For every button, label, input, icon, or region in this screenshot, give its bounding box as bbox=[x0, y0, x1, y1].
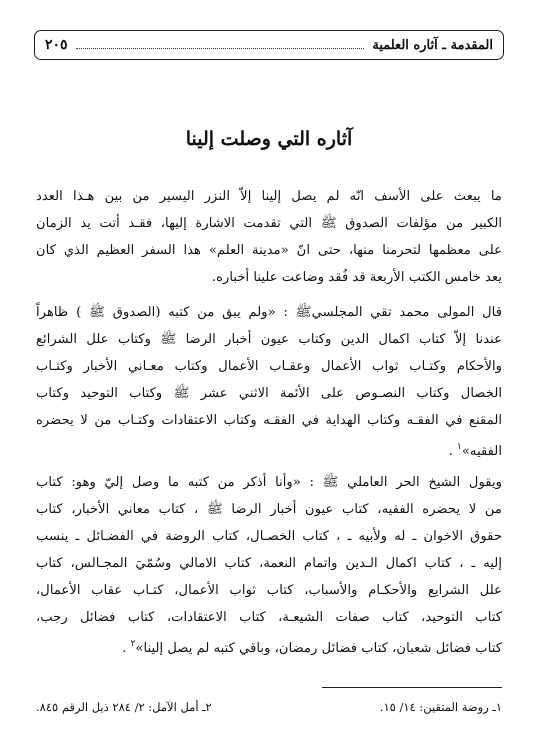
footnote-2: ٢ـ أمل الآمل: ٢/ ٢٨٤ ذيل الرقم ٨٤٥. bbox=[36, 700, 212, 714]
text-line-content: كتاب فضائل شعبان، كتاب فضائل رمضان، وباقي كتبه لم يصل إلينا» bbox=[135, 641, 502, 656]
footnote-divider bbox=[322, 687, 502, 688]
footnote-mark[interactable]: ٢ bbox=[130, 639, 136, 649]
text-line: والأحكام وكتـاب ثواب الأعمال وعقـاب الأعمال وكتاب معـاني الأخبار وكتـاب bbox=[36, 359, 502, 374]
text-line: الخصال وكتاب النصـوص على الأئمة الاثني عشر ﷺ وكتاب التوحيد وكتاب bbox=[36, 386, 502, 401]
text-line-with-footnote: كتاب فضائل شعبان، كتاب فضائل رمضان، وباقي كتبه لم يصل إلينا»$^٢$ . bbox=[122, 639, 502, 656]
text-line: ما يبعث على الأسف انّه لم يصل إلينا إلاّ النزر اليسير من بين هـذا العدد bbox=[36, 189, 502, 204]
text-line: كتاب التوحيد، كتاب صفات الشيعـة، كتاب الاعتقادات، كتاب فضائل رجب، bbox=[36, 610, 502, 625]
text-line: من لا يحضره الفقيه، كتاب عيون أخبار الرضا ﷺ ، كتاب معاني الأخبار، كتاب bbox=[36, 502, 502, 517]
text-line: على معظمها لتحرمنا منها، حتى انّ «مدينة العلم» هذا السفر العظيم الذي كان bbox=[36, 243, 502, 258]
text-line: المقنع في الفقـه وكتاب الهداية في الفقـه وكتاب الاعتقادات وكتـاب من لا يحضره bbox=[36, 413, 502, 428]
body-text bbox=[36, 183, 502, 658]
text-line-content: الفقيه» bbox=[461, 444, 502, 459]
text-line: ويقول الشيخ الحر العاملي ﷺ : «وأنا أذكر من كتبه ما وصل إليّ وهو: كتاب bbox=[36, 475, 502, 490]
running-header-title: المقدمة ـ آثاره العلمية bbox=[372, 37, 493, 53]
footnotes bbox=[36, 700, 502, 714]
text-line-with-footnote: الفقيه»$^١$ . bbox=[448, 442, 502, 459]
text-line: حقوق الاخوان ـ له ولأبيه ـ ، كتاب الخصـال، كتاب الروضة في الفضـائل ـ ينسب bbox=[36, 529, 502, 544]
paragraph-3 bbox=[36, 469, 502, 658]
section-heading: آثاره التي وصلت إلينا bbox=[185, 128, 353, 150]
text-line: إليه ـ ، كتاب اكمال الـدين واتمام النعمة، كتاب الامالي وسُمّيَ المجـالس، كتاب bbox=[36, 556, 502, 571]
text-line: يعد خامس الكتب الأربعة قد فُقد وضاعت علينا أخباره. bbox=[211, 270, 502, 285]
text-line: عندنا إلاّ كتاب اكمال الدين وكتاب عيون أخبار الرضا ﷺ وكتاب علل الشرائع bbox=[36, 332, 502, 347]
paragraph-2 bbox=[36, 299, 502, 461]
footnote-1: ١ـ روضة المتقين: ١٤/ ١٥. bbox=[379, 700, 502, 714]
footnote-mark[interactable]: ١ bbox=[457, 442, 462, 452]
paragraph-1 bbox=[36, 183, 502, 291]
text-line: علل الشرايع والأحكـام والأسباب، كتاب ثواب الأعمال، كتـاب عقاب الأعمال، bbox=[36, 583, 502, 598]
page-number: ٢٠٥ bbox=[45, 37, 68, 53]
header-dotted-leader bbox=[76, 48, 365, 49]
text-line: قال المولى محمد تقي المجلسيﷺ : «ولم يبق من كتبه (الصدوق ﷺ ) ظاهراً bbox=[36, 305, 502, 320]
text-line: الكبير من مؤلفات الصدوق ﷺ التي تقدمت الاشارة إليها، فقـد أتت يد الزمان bbox=[36, 216, 502, 231]
running-header bbox=[34, 30, 504, 60]
